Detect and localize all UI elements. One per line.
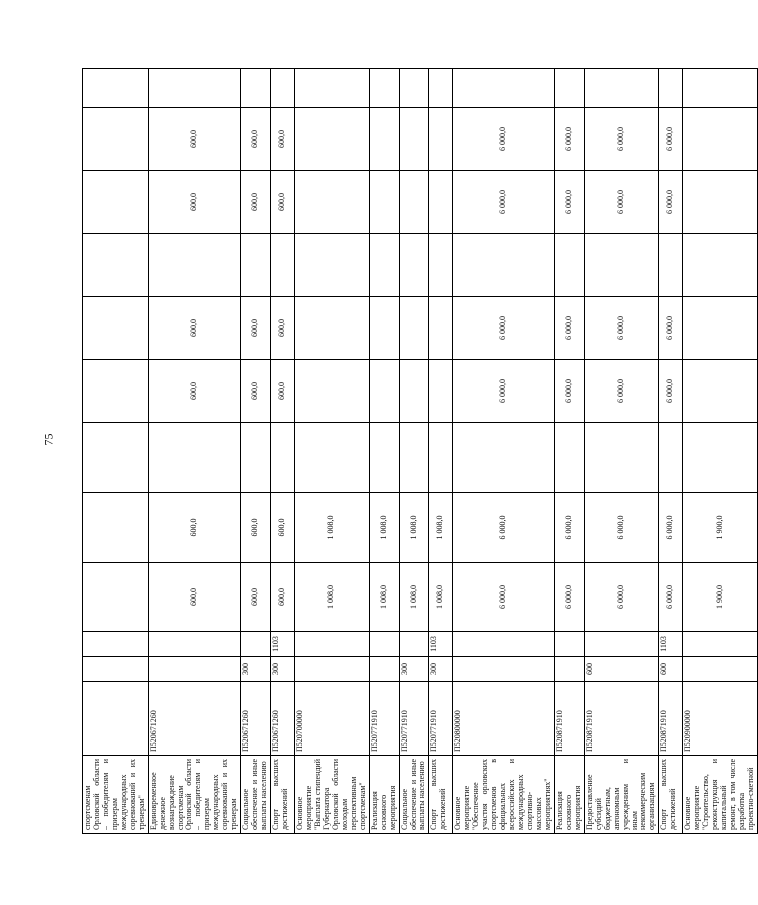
cell-v1: 600,0: [271, 563, 295, 632]
cell-v5: [399, 297, 429, 360]
table-row: [683, 69, 758, 834]
cell-v5: [369, 297, 399, 360]
cell-v6: [683, 234, 758, 297]
cell-v4: 6 000,0: [554, 360, 584, 423]
cell-vr: [453, 657, 554, 682]
cell-v5: [295, 297, 370, 360]
cell-v5: [83, 297, 149, 360]
cell-v2: 1 008,0: [399, 493, 429, 563]
table-row: [83, 69, 149, 834]
cell-vr: 600: [659, 657, 683, 682]
cell-v1: 1 008,0: [399, 563, 429, 632]
cell-v8: [83, 108, 149, 171]
table-row: [241, 69, 271, 834]
cell-v3: [683, 423, 758, 493]
cell-v3: [399, 423, 429, 493]
cell-v6: [241, 234, 271, 297]
cell-name: Основное мероприятие "Обеспечение участия орловских спортсменов в официальных всероссийских и международных спортивно-массовых мероприятиях": [453, 756, 554, 834]
cell-rz: 1103: [271, 632, 295, 657]
cell-v1: 1 900,0: [683, 563, 758, 632]
table-row: [659, 69, 683, 834]
cell-v6: [295, 234, 370, 297]
cell-vr: 300: [241, 657, 271, 682]
cell-v7: [369, 171, 399, 234]
cell-v6: [399, 234, 429, 297]
budget-table-rotated: [82, 69, 756, 834]
table-row: [429, 69, 453, 834]
cell-v3: [271, 423, 295, 493]
cell-v3: [148, 423, 241, 493]
cell-v1: 6 000,0: [659, 563, 683, 632]
cell-v4: 600,0: [148, 360, 241, 423]
cell-v5: 600,0: [271, 297, 295, 360]
cell-vr: 300: [429, 657, 453, 682]
cell-v9: [453, 69, 554, 108]
cell-v8: [429, 108, 453, 171]
cell-v9: [369, 69, 399, 108]
cell-v2: 600,0: [241, 493, 271, 563]
cell-vr: [683, 657, 758, 682]
cell-vr: 300: [271, 657, 295, 682]
cell-name: спортсменам Орловской области – победителям и призерам международных соревнований и их тренерам": [83, 756, 149, 834]
cell-v8: 6 000,0: [554, 108, 584, 171]
cell-v3: [83, 423, 149, 493]
cell-v1: [83, 563, 149, 632]
cell-v2: [83, 493, 149, 563]
table-row: [148, 69, 241, 834]
cell-name: Социальное обеспечение и иные выплаты населению: [241, 756, 271, 834]
cell-v8: 600,0: [148, 108, 241, 171]
cell-v3: [659, 423, 683, 493]
cell-v2: 6 000,0: [659, 493, 683, 563]
cell-name: Реализация основного мероприятия: [554, 756, 584, 834]
cell-v1: 1 008,0: [369, 563, 399, 632]
cell-rz: [369, 632, 399, 657]
cell-v7: [683, 171, 758, 234]
cell-v6: [659, 234, 683, 297]
cell-name: Единовременное денежное вознаграждение спортсменам Орловской области – победителям и призерам международных соревнований и их тренерам: [148, 756, 241, 834]
cell-v2: 1 008,0: [369, 493, 399, 563]
cell-kbk: П520671260: [271, 682, 295, 756]
cell-rz: [584, 632, 659, 657]
cell-v6: [453, 234, 554, 297]
cell-v1: 1 008,0: [429, 563, 453, 632]
cell-v1: 600,0: [241, 563, 271, 632]
cell-v2: 1 008,0: [295, 493, 370, 563]
cell-v9: [148, 69, 241, 108]
cell-vr: [83, 657, 149, 682]
cell-kbk: П520700000: [295, 682, 370, 756]
cell-v7: 6 000,0: [584, 171, 659, 234]
cell-v7: [83, 171, 149, 234]
cell-v4: [369, 360, 399, 423]
cell-kbk: П520671260: [241, 682, 271, 756]
cell-kbk: П520871910: [584, 682, 659, 756]
cell-name: Основное мероприятие "Строительство, реконструкция и капитальный ремонт, в том числе разработка проектно-сметной: [683, 756, 758, 834]
cell-v9: [83, 69, 149, 108]
cell-rz: 1103: [659, 632, 683, 657]
cell-v5: 6 000,0: [584, 297, 659, 360]
cell-v4: 6 000,0: [584, 360, 659, 423]
cell-v8: [369, 108, 399, 171]
cell-v8: [295, 108, 370, 171]
cell-name: Основное мероприятие "Выплата стипендий Губернатора Орловской области молодым перспективным спортсменам": [295, 756, 370, 834]
cell-rz: [295, 632, 370, 657]
cell-v3: [453, 423, 554, 493]
cell-v6: [584, 234, 659, 297]
cell-rz: [241, 632, 271, 657]
cell-v8: [399, 108, 429, 171]
cell-v7: 6 000,0: [453, 171, 554, 234]
cell-rz: [554, 632, 584, 657]
table-row: [369, 69, 399, 834]
cell-v9: [295, 69, 370, 108]
cell-name: Предоставление субсидий бюджетным, автономным учреждениям и иным некоммерческим организациям: [584, 756, 659, 834]
cell-v6: [83, 234, 149, 297]
cell-v5: 6 000,0: [453, 297, 554, 360]
cell-v7: 600,0: [241, 171, 271, 234]
cell-kbk: П520771910: [429, 682, 453, 756]
cell-kbk: П520771910: [369, 682, 399, 756]
cell-v4: 6 000,0: [659, 360, 683, 423]
cell-v7: 600,0: [148, 171, 241, 234]
cell-kbk: П520871910: [659, 682, 683, 756]
cell-name: Спорт высших достижений: [429, 756, 453, 834]
table-row: [453, 69, 554, 834]
cell-v3: [429, 423, 453, 493]
cell-vr: [554, 657, 584, 682]
cell-v1: 600,0: [148, 563, 241, 632]
cell-v9: [429, 69, 453, 108]
cell-v3: [584, 423, 659, 493]
cell-v8: [683, 108, 758, 171]
cell-v6: [369, 234, 399, 297]
cell-v5: 600,0: [241, 297, 271, 360]
cell-v1: 6 000,0: [554, 563, 584, 632]
cell-v9: [659, 69, 683, 108]
cell-v7: [399, 171, 429, 234]
cell-kbk: П520771910: [399, 682, 429, 756]
cell-v2: 600,0: [271, 493, 295, 563]
cell-v2: 6 000,0: [584, 493, 659, 563]
cell-v4: 600,0: [241, 360, 271, 423]
budget-table: [82, 68, 758, 834]
cell-rz: 1103: [429, 632, 453, 657]
cell-v7: 6 000,0: [659, 171, 683, 234]
cell-v2: 600,0: [148, 493, 241, 563]
cell-v6: [429, 234, 453, 297]
cell-rz: [148, 632, 241, 657]
cell-v8: 6 000,0: [453, 108, 554, 171]
cell-vr: 600: [584, 657, 659, 682]
cell-v1: 1 008,0: [295, 563, 370, 632]
cell-rz: [453, 632, 554, 657]
cell-name: Спорт высших достижений: [659, 756, 683, 834]
cell-rz: [683, 632, 758, 657]
cell-v5: [683, 297, 758, 360]
cell-v4: [683, 360, 758, 423]
cell-v8: 600,0: [271, 108, 295, 171]
cell-name: Социальное обеспечение и иные выплаты населению: [399, 756, 429, 834]
cell-name: Реализация основного мероприятия: [369, 756, 399, 834]
cell-v3: [241, 423, 271, 493]
cell-v7: [429, 171, 453, 234]
cell-v4: [83, 360, 149, 423]
cell-rz: [399, 632, 429, 657]
cell-vr: [148, 657, 241, 682]
table-row: [271, 69, 295, 834]
cell-v7: 6 000,0: [554, 171, 584, 234]
cell-kbk: П520671260: [148, 682, 241, 756]
cell-v8: 600,0: [241, 108, 271, 171]
cell-v5: 6 000,0: [554, 297, 584, 360]
cell-v4: 6 000,0: [453, 360, 554, 423]
cell-v4: [295, 360, 370, 423]
table-row: [295, 69, 370, 834]
cell-v9: [241, 69, 271, 108]
cell-v2: 6 000,0: [554, 493, 584, 563]
cell-v9: [584, 69, 659, 108]
cell-kbk: П520800000: [453, 682, 554, 756]
cell-v2: 1 900,0: [683, 493, 758, 563]
cell-vr: [295, 657, 370, 682]
page-number: 75: [41, 433, 56, 446]
cell-v1: 6 000,0: [584, 563, 659, 632]
cell-v1: 6 000,0: [453, 563, 554, 632]
cell-v8: 6 000,0: [659, 108, 683, 171]
cell-v9: [554, 69, 584, 108]
cell-v6: [554, 234, 584, 297]
cell-v7: [295, 171, 370, 234]
cell-v3: [554, 423, 584, 493]
cell-v3: [369, 423, 399, 493]
cell-rz: [83, 632, 149, 657]
cell-v9: [683, 69, 758, 108]
cell-v5: 6 000,0: [659, 297, 683, 360]
cell-v8: 6 000,0: [584, 108, 659, 171]
cell-vr: 300: [399, 657, 429, 682]
cell-v9: [399, 69, 429, 108]
table-row: [399, 69, 429, 834]
cell-v4: [399, 360, 429, 423]
table-row: [554, 69, 584, 834]
cell-v6: [148, 234, 241, 297]
cell-v7: 600,0: [271, 171, 295, 234]
cell-v4: 600,0: [271, 360, 295, 423]
cell-vr: [369, 657, 399, 682]
cell-v2: 1 008,0: [429, 493, 453, 563]
cell-v6: [271, 234, 295, 297]
cell-v9: [271, 69, 295, 108]
cell-v5: 600,0: [148, 297, 241, 360]
cell-name: Спорт высших достижений: [271, 756, 295, 834]
cell-v2: 6 000,0: [453, 493, 554, 563]
cell-kbk: П520900000: [683, 682, 758, 756]
table-row: [584, 69, 659, 834]
cell-kbk: [83, 682, 149, 756]
cell-v3: [295, 423, 370, 493]
cell-v4: [429, 360, 453, 423]
cell-kbk: П520871910: [554, 682, 584, 756]
cell-v5: [429, 297, 453, 360]
